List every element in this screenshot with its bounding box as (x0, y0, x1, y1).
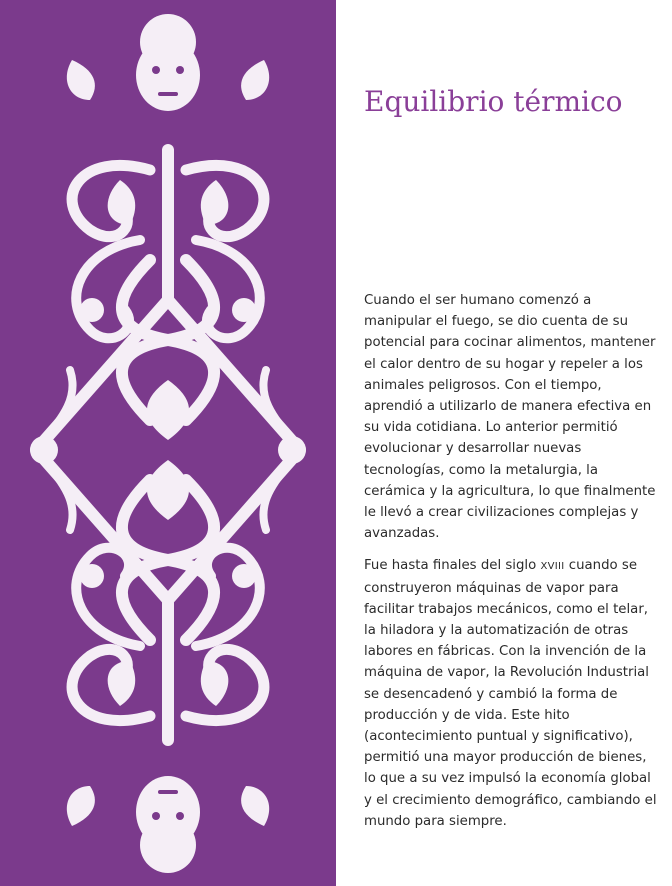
paragraph-2-rest: cuando se construyeron máquinas de vapor para facilitar trabajos mecánicos, como el telar, la hiladora y la automatización de otras labores en fábricas. Con la invención de la máquina de vapor, la Revolución Industrial se desencadenó y cambió la forma de producción y de vida. Este hito (acontecimiento puntual y significativo), permitió una mayor producción de bienes, lo que a su vez impulsó la economía global y el crecimiento demográfico, cambiando el mundo para siempre. (364, 558, 657, 829)
paragraph-2-start: Fue hasta finales del siglo (364, 558, 537, 574)
century-numeral: XVIII (540, 561, 565, 573)
paragraph-1: Cuando el ser humano comenzó a manipular el fuego, se dio cuenta de su potencial para cocinar alimentos, mantener el calor dentro de su hogar y repeler a los animales peligrosos. Con el tiempo, aprendió a utilizarlo de manera efectiva en su vida cotidiana. Lo anterior permitió evolucionar y desarrollar nuevas tecnologías, como la metalurgia, la cerámica y la agricultura, lo que finalmente le llevó a crear civilizaciones complejas y avanzadas. (364, 293, 656, 542)
text-column (336, 0, 672, 886)
body-text (364, 290, 662, 843)
page-title: Equilibrio térmico (364, 85, 623, 118)
paragraph-2 (364, 555, 662, 832)
